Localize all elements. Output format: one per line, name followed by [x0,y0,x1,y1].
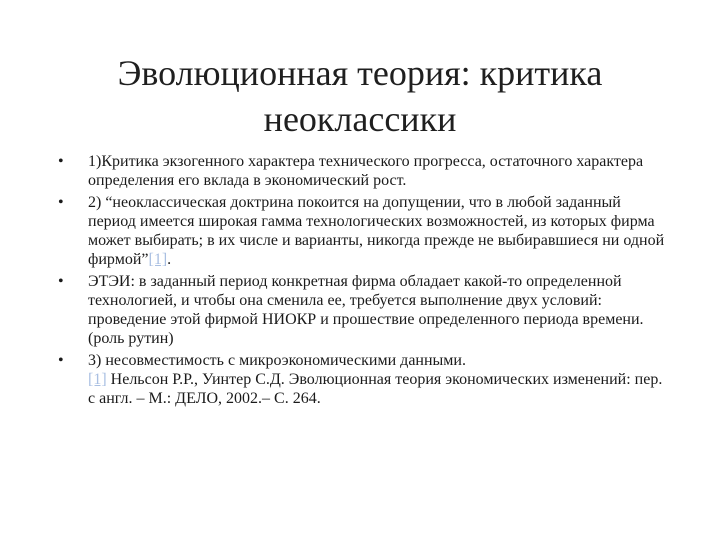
bullet-item-2 [56,193,666,269]
bullet-list [56,152,666,411]
bullet-item-1 [56,152,666,190]
slide-title [60,50,660,142]
bullet-text: ЭТЭИ: в заданный период конкретная фирма обладает какой-то определенной технологией, и чтобы она сменила ее, требуется выполнение двух условий: проведение этой фирмой НИОКР и прошествие определенного периода времени. (роль рутин) [88,273,644,347]
bullet-text: 3) несовместимость с микроэкономическими данными. [88,352,466,369]
bullet-text: 1)Критика экзогенного характера технического прогресса, остаточного характера определения его вклада в экономический рост. [88,153,644,189]
footnote-anchor-link[interactable]: [1] [88,371,107,388]
footnote-link[interactable]: [1] [148,251,168,268]
footnote [88,370,666,408]
bullet-item-4 [56,351,666,408]
bullet-dot-icon: • [58,194,64,211]
bullet-dot-icon: • [58,352,64,369]
bullet-text: 2) “неоклассическая доктрина покоится на допущении, что в любой заданный период имеется широкая гамма технологических возможностей, из которых фирма может выбирать; в их числе и варианты, никогда прежде не выбиравшиеся ни одной фирмой” [88,194,665,268]
bullet-text-tail: . [167,251,172,268]
title-line-1: Эволюционная теория: критика [117,53,603,93]
bullet-dot-icon: • [58,273,64,290]
bullet-dot-icon: • [58,153,64,170]
bullet-item-3 [56,272,666,348]
title-line-2: неоклассики [263,99,457,139]
footnote-text: Нельсон Р.Р., Уинтер С.Д. Эволюционная теория экономических изменений: пер. с англ. – М.: ДЕЛО, 2002.– С. 264. [88,371,663,407]
